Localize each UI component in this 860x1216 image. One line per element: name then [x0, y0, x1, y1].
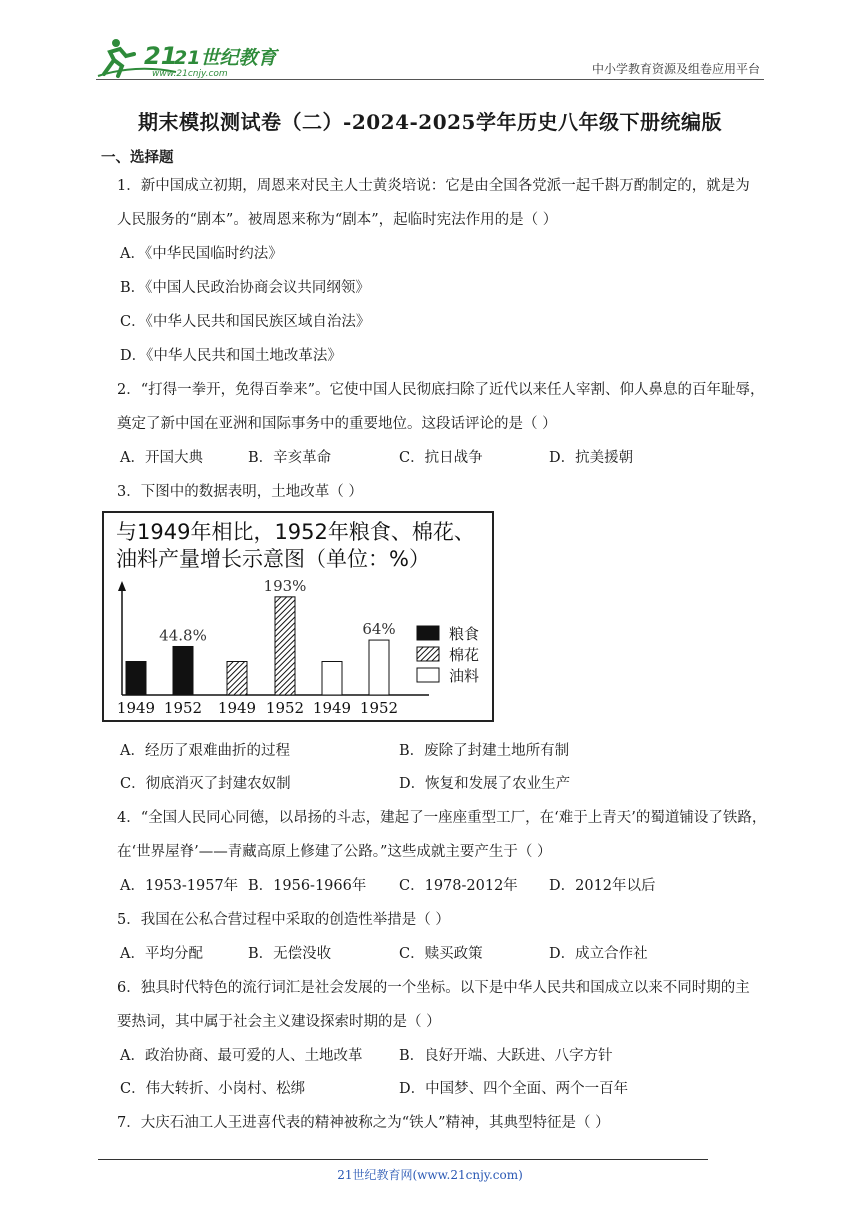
- question-1-option-d[interactable]: D．《中华人民共和国土地改革法》: [120, 348, 342, 364]
- question-3-option-a[interactable]: A．经历了艰难曲折的过程: [120, 743, 290, 759]
- legend-label-粮食: 粮食: [449, 625, 480, 643]
- question-6-option-a[interactable]: A．政治协商、最可爱的人、土地改革: [120, 1048, 363, 1064]
- document-title: 期末模拟测试卷（二）-2024-2025学年历史八年级下册统编版: [138, 110, 722, 134]
- question-3-option-c[interactable]: C．彻底消灭了封建农奴制: [120, 776, 291, 792]
- question-3-option-b[interactable]: B．废除了封建土地所有制: [399, 743, 570, 759]
- question-5-option-b[interactable]: B．无偿没收: [248, 946, 332, 962]
- svg-text:21: 21: [144, 42, 178, 70]
- bar-油料-1952: [369, 640, 389, 695]
- bar-棉花-1952: [275, 597, 295, 695]
- data-label-棉花: 193%: [263, 576, 307, 595]
- question-4-option-b[interactable]: B．1956-1966年: [248, 878, 367, 894]
- question-1-line-1: 1．新中国成立初期，周恩来对民主人士黄炎培说：它是由全国各党派一起千斟万酌制定的，就是为: [117, 178, 750, 194]
- svg-text:www.21cnjy.com: www.21cnjy.com: [152, 69, 228, 79]
- question-4-option-a[interactable]: A．1953-1957年: [120, 878, 239, 894]
- data-label-油料: 64%: [362, 620, 396, 639]
- question-6-line-2: 要热词，其中属于社会主义建设探索时期的是（ ）: [117, 1014, 441, 1030]
- question-6-line-1: 6．独具时代特色的流行词汇是社会发展的一个坐标。以下是中华人民共和国成立以来不同时期的主: [117, 980, 750, 996]
- x-tick-label: 1952: [163, 699, 203, 717]
- question-4-option-c[interactable]: C．1978-2012年: [399, 878, 518, 894]
- x-tick-label: 1949: [217, 699, 257, 717]
- legend-swatch-油料: [417, 668, 439, 682]
- question-2-option-a[interactable]: A．开国大典: [120, 450, 203, 466]
- question-1-option-b[interactable]: B．《中国人民政治协商会议共同纲领》: [120, 280, 370, 296]
- question-5-option-d[interactable]: D．成立合作社: [549, 946, 648, 962]
- question-1-line-2: 人民服务的“剧本”。被周恩来称为“剧本”，起临时宪法作用的是（ ）: [117, 212, 558, 228]
- section-heading: 一、选择题: [101, 149, 174, 166]
- question-4-line-1: 4．“全国人民同心同德，以昂扬的斗志，建起了一座座重型工厂，在‘难于上青天’的蜀道铺设了铁路，: [117, 810, 767, 826]
- y-axis-arrow: [118, 581, 126, 591]
- bar-粮食-1952: [173, 646, 193, 695]
- question-1-option-c[interactable]: C．《中华人民共和国民族区域自治法》: [120, 314, 371, 330]
- question-1-option-a[interactable]: A．《中华民国临时约法》: [120, 246, 283, 262]
- svg-text:21世纪教育: 21世纪教育: [174, 47, 277, 69]
- question-5-line-1: 5．我国在公私合营过程中采取的创造性举措是（ ）: [117, 912, 450, 928]
- site-logo: [96, 34, 277, 80]
- chart-title-line-1: 与1949年相比，1952年粮食、棉花、: [116, 520, 475, 544]
- question-6-option-b[interactable]: B．良好开端、大跃进、八字方针: [399, 1048, 613, 1064]
- chart-title-line-2: 油料产量增长示意图（单位：%）: [116, 547, 430, 571]
- footer-divider: [98, 1159, 708, 1160]
- question-6-option-c[interactable]: C．伟大转折、小岗村、松绑: [120, 1081, 306, 1097]
- question-5-option-a[interactable]: A．平均分配: [120, 946, 203, 962]
- footer-text: 21世纪教育网(www.21cnjy.com): [337, 1168, 523, 1182]
- question-4-line-2: 在‘世界屋脊’——青藏高原上修建了公路。”这些成就主要产生于（ ）: [117, 844, 552, 860]
- legend-label-棉花: 棉花: [449, 646, 480, 664]
- question-3-line-1: 3．下图中的数据表明，土地改革（ ）: [117, 484, 363, 500]
- question-2-line-2: 奠定了新中国在亚洲和国际事务中的重要地位。这段话评论的是（ ）: [117, 416, 557, 432]
- platform-name: 中小学教育资源及组卷应用平台: [591, 62, 760, 76]
- x-tick-label: 1952: [265, 699, 305, 717]
- header-divider: [96, 79, 764, 80]
- x-tick-label: 1949: [116, 699, 156, 717]
- question-2-option-c[interactable]: C．抗日战争: [399, 450, 483, 466]
- x-tick-label: 1952: [359, 699, 399, 717]
- data-label-粮食: 44.8%: [159, 626, 207, 645]
- legend-swatch-粮食: [417, 626, 439, 640]
- legend-label-油料: 油料: [449, 667, 480, 685]
- legend-swatch-棉花: [417, 647, 439, 661]
- question-6-option-d[interactable]: D．中国梦、四个全面、两个一百年: [399, 1081, 629, 1097]
- question-2-line-1: 2．“打得一拳开，免得百拳来”。它使中国人民彻底扫除了近代以来任人宰割、仰人鼻息的百年耻辱，: [117, 382, 765, 398]
- question-3-option-d[interactable]: D．恢复和发展了农业生产: [399, 776, 571, 792]
- question-4-option-d[interactable]: D．2012年以后: [549, 878, 656, 894]
- production-growth-chart: [102, 511, 494, 722]
- bar-棉花-1949: [227, 662, 247, 696]
- question-5-option-c[interactable]: C．赎买政策: [399, 946, 483, 962]
- x-tick-label: 1949: [312, 699, 352, 717]
- question-2-option-b[interactable]: B．辛亥革命: [248, 450, 332, 466]
- bar-粮食-1949: [126, 662, 146, 696]
- question-7-line-1: 7．大庆石油工人王进喜代表的精神被称之为“铁人”精神，其典型特征是（ ）: [117, 1115, 610, 1131]
- question-2-option-d[interactable]: D．抗美援朝: [549, 450, 634, 466]
- bar-油料-1949: [322, 662, 342, 696]
